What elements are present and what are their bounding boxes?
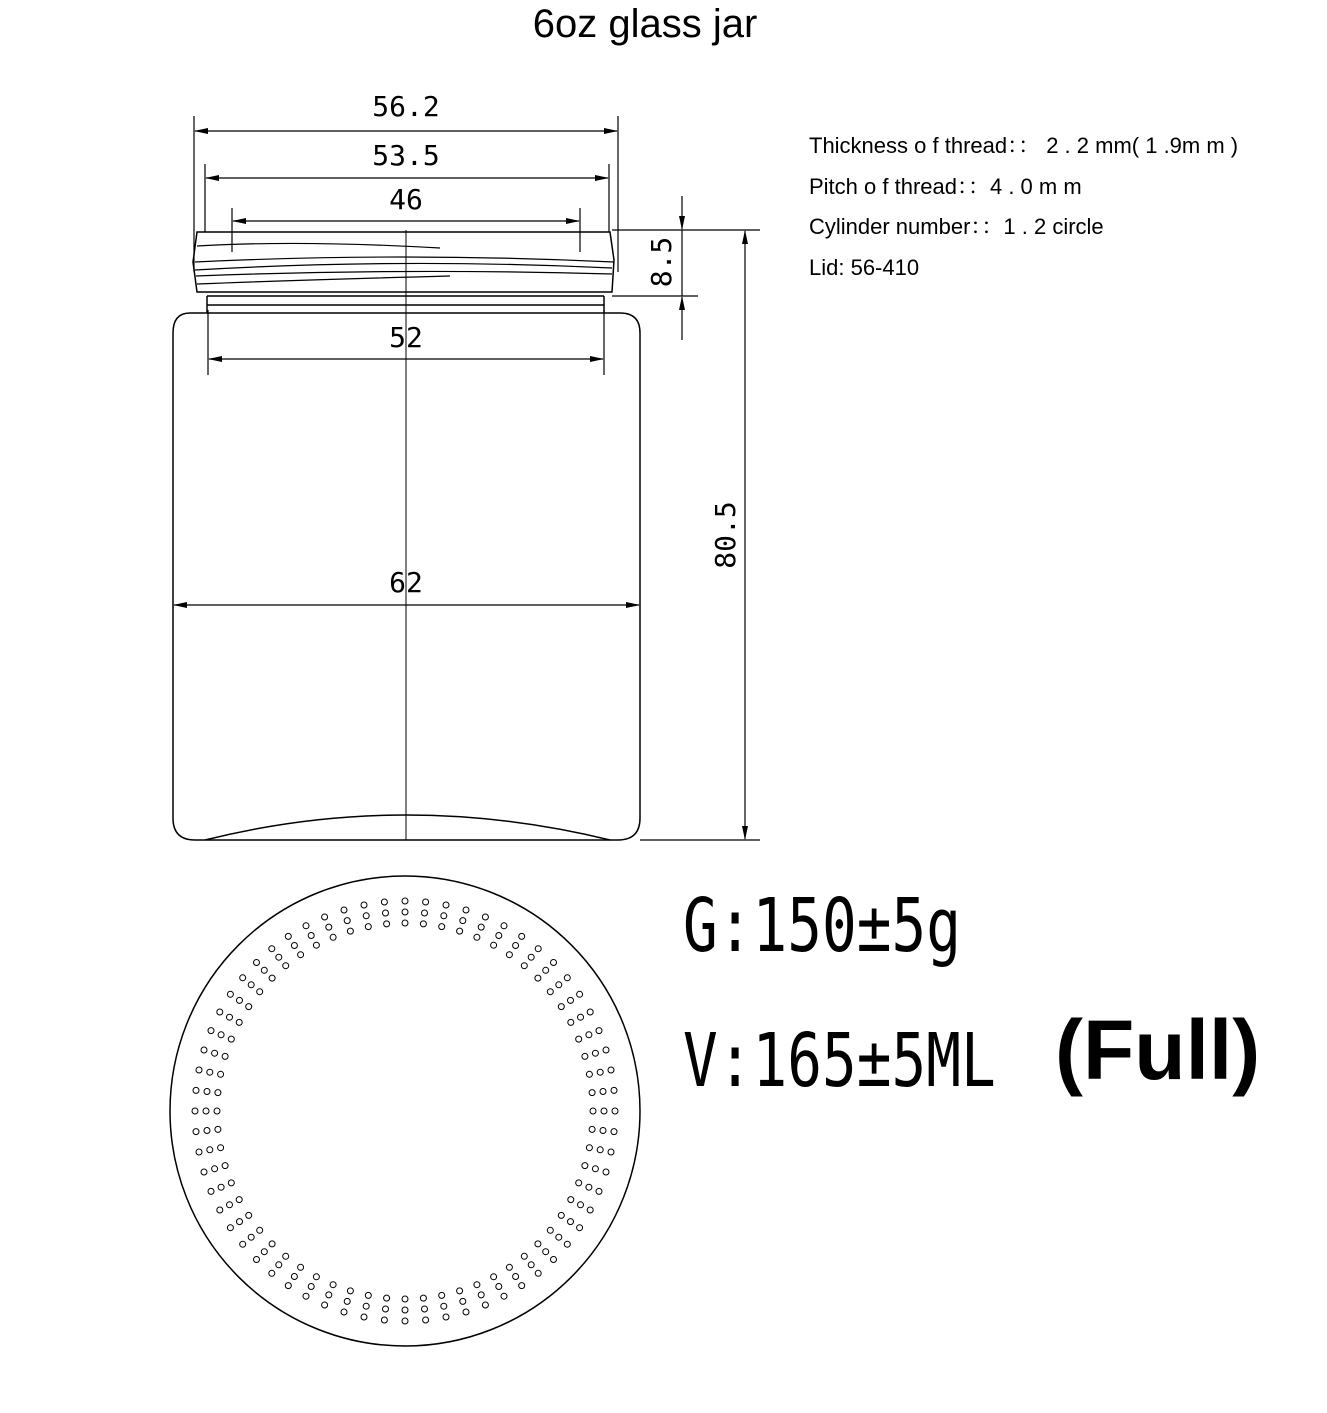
base-dot [501,1293,507,1299]
base-dot [528,954,534,960]
base-dot [443,902,449,908]
base-dot [218,1184,224,1190]
base-dot [577,991,583,997]
base-dot [506,952,512,958]
base-dot [513,943,519,949]
base-dot [578,1014,584,1020]
base-dot [443,1314,449,1320]
base-dot [420,921,426,927]
base-dot [463,1309,469,1315]
base-dot [402,1296,408,1302]
base-dot [228,1180,234,1186]
base-dot [326,924,332,930]
base-dot [285,933,291,939]
base-dot [330,1282,336,1288]
base-dot [308,933,314,939]
dim-label-53-5: 53.5 [372,139,440,172]
jar-bottom-view [170,876,640,1346]
base-dot [587,1207,593,1213]
base-dot [217,1009,223,1015]
base-dot [441,1303,447,1309]
base-dot [204,1128,210,1134]
base-dot [543,967,549,973]
base-dot [208,1188,214,1194]
base-dot [564,975,570,981]
base-dot [535,975,541,981]
base-dot [597,1069,603,1075]
base-dot [363,913,369,919]
base-outer-circle [170,876,640,1346]
dim-label-62: 62 [389,566,423,599]
base-dot [227,1202,233,1208]
base-dot [603,1169,609,1175]
base-dot [556,982,562,988]
dim-label-56-2: 56.2 [372,90,440,123]
base-dot [254,1257,260,1263]
base-dot [582,1163,588,1169]
spec-cylinder-number: Cylinder number：：1 . 2 circle [809,214,1104,239]
base-dot [586,1032,592,1038]
base-dot [402,898,408,904]
base-dot [383,910,389,916]
base-dot [597,1147,603,1153]
jar-finish [193,232,614,292]
base-dot [283,1253,289,1259]
dim-label-46: 46 [389,183,423,216]
base-dot [423,1317,429,1323]
base-dot [578,1202,584,1208]
base-dot [513,1274,519,1280]
base-dot [246,1004,252,1010]
base-dot [222,1163,228,1169]
base-dot [257,989,263,995]
base-dot [257,1227,263,1233]
base-dot [246,1212,252,1218]
base-dot [269,946,275,952]
base-dot [460,1298,466,1304]
base-dot [568,1219,574,1225]
base-dot [558,1004,564,1010]
jar-base-curve [205,815,610,840]
base-dot [330,934,336,940]
base-dot [402,909,408,915]
base-dot [347,1288,353,1294]
base-dot [269,1270,275,1276]
base-dot [217,1207,223,1213]
base-dot [521,963,527,969]
base-dot [558,1212,564,1218]
base-dot [365,924,371,930]
base-dot [612,1108,618,1114]
base-dot [248,1234,254,1240]
dim-label-52: 52 [389,321,423,354]
base-dot [254,960,260,966]
base-dot [384,1295,390,1301]
base-dot [460,918,466,924]
base-dot [207,1069,213,1075]
base-dot [519,1283,525,1289]
base-dot [322,1302,328,1308]
base-dot [474,1282,480,1288]
base-dot [506,1264,512,1270]
base-dot [308,1284,314,1290]
base-dot [303,1293,309,1299]
base-dot [603,1047,609,1053]
base-dot [596,1028,602,1034]
base-dot [240,1241,246,1247]
base-dot [192,1108,198,1114]
dim-label-8-5: 8.5 [645,236,678,288]
base-dot [478,924,484,930]
base-dot [528,1262,534,1268]
dimension-lines [174,116,760,840]
base-dot [457,1288,463,1294]
base-dot [611,1129,617,1135]
base-dot [551,960,557,966]
base-dot [582,1053,588,1059]
spec-thread-thickness: Thickness o f thread：： 2 . 2 mm( 1 .9m m ) [809,133,1239,158]
base-dot [313,1274,319,1280]
base-dot [237,997,243,1003]
base-dot [577,1225,583,1231]
base-dot [587,1009,593,1015]
base-dot [596,1188,602,1194]
base-dot [592,1050,598,1056]
base-dot [441,913,447,919]
spec-lid: Lid: 56-410 [809,254,920,280]
base-dot [298,1264,304,1270]
base-dot [384,921,390,927]
base-dot [496,933,502,939]
base-dot [227,1014,233,1020]
base-dot [303,923,309,929]
base-dot [227,991,233,997]
base-dot [589,1126,595,1132]
base-dot [589,1090,595,1096]
base-dot [208,1028,214,1034]
base-dot [478,1292,484,1298]
base-dot [285,1283,291,1289]
base-dot [269,975,275,981]
base-dot [535,1270,541,1276]
base-dot [236,1197,242,1203]
base-dot [381,899,387,905]
base-dot [322,914,328,920]
base-dot [215,1126,221,1132]
base-dot [291,1274,297,1280]
base-dot [365,1292,371,1298]
base-dot [586,1145,592,1151]
base-dot [482,1302,488,1308]
base-dot [420,1295,426,1301]
base-dot [590,1108,596,1114]
base-dot [564,1241,570,1247]
base-dot [547,989,553,995]
base-dot [248,982,254,988]
base-dot [491,942,497,948]
base-dot [463,907,469,913]
base-dot [313,942,319,948]
base-dot [193,1129,199,1135]
spec-thread-pitch: Pitch o f thread：：4 . 0 m m [809,173,1082,199]
base-dot [344,1298,350,1304]
base-dot [196,1149,202,1155]
base-dot [439,1292,445,1298]
base-dot [237,1219,243,1225]
base-dot [496,1284,502,1290]
base-dot-pattern [192,898,618,1324]
base-dot [344,918,350,924]
base-dot [592,1166,598,1172]
base-dot [576,1180,582,1186]
base-dot [601,1108,607,1114]
base-dot [381,1317,387,1323]
base-dot [568,1197,574,1203]
base-dot [261,1249,267,1255]
base-dot [422,1306,428,1312]
base-dot [236,1019,242,1025]
base-dot [240,975,246,981]
volume-note: (Full) [1055,1003,1261,1097]
base-dot [276,1262,282,1268]
base-dot [204,1089,210,1095]
base-dot [363,1303,369,1309]
base-dot [291,943,297,949]
base-dot [201,1169,207,1175]
base-dot [341,1309,347,1315]
base-dot [196,1067,202,1073]
base-dot [521,1253,527,1259]
dim-label-80-5: 80.5 [709,501,742,569]
base-dot [600,1089,606,1095]
base-dot [218,1032,224,1038]
base-dot [519,933,525,939]
base-dot [402,920,408,926]
base-dot [568,1019,574,1025]
base-dot [276,954,282,960]
base-dot [218,1145,224,1151]
base-dot [261,967,267,973]
base-dot [608,1149,614,1155]
base-dot [501,923,507,929]
base-dot [218,1071,224,1077]
base-dot [361,1314,367,1320]
base-dot [439,924,445,930]
base-dot [383,1306,389,1312]
base-dot [207,1147,213,1153]
base-dot [568,997,574,1003]
base-dot [535,946,541,952]
base-dot [214,1108,220,1114]
base-dot [422,910,428,916]
base-dot [212,1166,218,1172]
volume-label: V:165±5ML [683,1018,996,1104]
base-dot [608,1067,614,1073]
base-dot [600,1128,606,1134]
base-dot [326,1292,332,1298]
base-dot [341,907,347,913]
base-dot [547,1227,553,1233]
page-title: 6oz glass jar [532,2,758,46]
base-dot [586,1071,592,1077]
base-dot [402,1307,408,1313]
base-dot [269,1241,275,1247]
base-dot [556,1234,562,1240]
thread-lines [195,243,614,284]
base-dot [474,934,480,940]
base-dot [215,1090,221,1096]
base-dot [491,1274,497,1280]
base-dot [576,1036,582,1042]
base-dot [482,914,488,920]
base-dot [361,902,367,908]
base-dot [402,1318,408,1324]
base-dot [423,899,429,905]
base-dot [283,963,289,969]
weight-label: G:150±5g [683,883,962,969]
base-dot [212,1050,218,1056]
base-dot [227,1225,233,1231]
base-dot [222,1053,228,1059]
base-dot [551,1257,557,1263]
base-dot [457,928,463,934]
base-dot [347,928,353,934]
base-dot [203,1108,209,1114]
base-dot [543,1249,549,1255]
dimension-labels [372,90,742,599]
base-dot [298,952,304,958]
base-dot [201,1047,207,1053]
base-dot [193,1087,199,1093]
base-dot [535,1241,541,1247]
base-dot [586,1184,592,1190]
base-dot [611,1087,617,1093]
base-dot [228,1036,234,1042]
